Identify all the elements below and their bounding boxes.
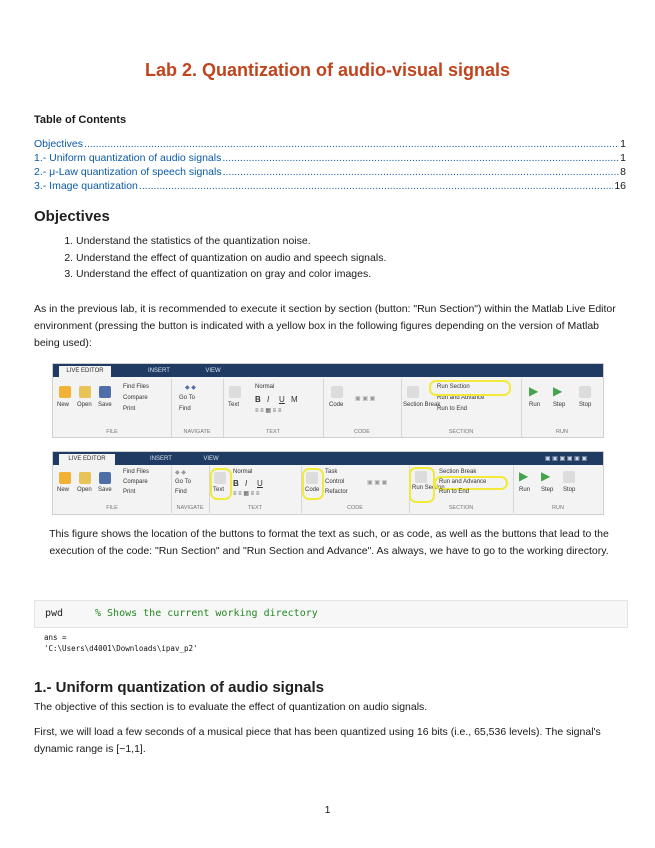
section1-heading: 1.- Uniform quantization of audio signals <box>34 679 325 696</box>
group-section <box>409 466 514 513</box>
stop-label: Stop <box>579 402 592 408</box>
toc-leader <box>139 179 613 193</box>
group-run <box>521 379 603 437</box>
step-icon: ▶ <box>553 384 563 398</box>
tab-insert: INSERT <box>148 368 170 374</box>
toc-leader <box>222 151 619 165</box>
toc-page: 1 <box>620 152 626 164</box>
open-folder-icon <box>79 386 91 398</box>
underline-button: U <box>257 479 263 488</box>
highlight-box <box>429 380 511 396</box>
code-block[interactable] <box>34 600 628 628</box>
normal-style-label: Normal <box>255 384 275 390</box>
code-output <box>44 632 198 654</box>
save-label: Save <box>98 402 112 408</box>
group-run <box>513 466 603 513</box>
ribbon-screenshot-new <box>52 363 604 438</box>
code-tools-icon: ▣ ▣ ▣ <box>367 480 388 486</box>
list-item: 2. Understand the effect of quantization on audio and speech signals. <box>76 250 386 267</box>
tab-live-editor: LIVE EDITOR <box>59 366 111 377</box>
refactor-label: Refactor <box>325 489 348 495</box>
group-label: CODE <box>347 505 363 511</box>
page-number: 1 <box>324 804 331 816</box>
toc-leader <box>223 165 620 179</box>
output-line: 'C:\Users\d4001\Downloads\ipav_p2' <box>44 644 198 653</box>
new-icon <box>59 386 71 398</box>
code-command: pwd <box>45 608 64 619</box>
output-line: ans = <box>44 633 67 642</box>
group-section <box>401 379 522 437</box>
go-to-label: Go To <box>179 395 195 401</box>
task-label: Task <box>325 469 338 475</box>
step-icon: ▶ <box>541 469 551 483</box>
italic-button: I <box>267 395 270 404</box>
find-label: Find <box>179 406 191 412</box>
group-code <box>323 379 402 437</box>
stop-icon <box>563 471 575 483</box>
normal-style-label: Normal <box>233 469 253 475</box>
code-comment: % Shows the current working directory <box>95 608 318 619</box>
code-format-icon <box>331 386 343 398</box>
group-navigate <box>171 466 210 513</box>
group-label: SECTION <box>448 505 474 511</box>
run-to-end-label: Run to End <box>437 406 468 412</box>
section-break-label: Section Break <box>439 469 477 475</box>
tab-live-editor: LIVE EDITOR <box>59 454 115 465</box>
code-label: Code <box>305 487 320 493</box>
run-section-label: Run Section <box>437 384 470 390</box>
find-files-label: Find Files <box>123 469 150 475</box>
intro-paragraph: As in the previous lab, it is recommended to execute it section by section (button: "Run Section") within the Matlab Live Editor environment (pressing the button is indicated with a yellow box in the following figures depending on the version of Matlab being used): <box>34 303 616 349</box>
group-label: SECTION <box>448 429 474 435</box>
toc-entry[interactable] <box>34 137 626 151</box>
control-label: Control <box>325 479 345 485</box>
run-to-end-label: Run to End <box>439 489 470 495</box>
toc-page: 8 <box>620 166 626 178</box>
ribbon-tabbar <box>53 364 603 377</box>
toc-entry[interactable] <box>34 151 626 165</box>
toc-leader <box>84 137 619 151</box>
run-label: Run <box>519 487 531 493</box>
run-section-label: Run Section <box>412 485 445 491</box>
tab-view: VIEW <box>203 456 219 462</box>
run-and-advance-label: Run and Advance <box>439 479 487 485</box>
step-label: Step <box>553 402 566 408</box>
print-label: Print <box>123 489 136 495</box>
text-label: Text <box>228 402 240 408</box>
group-label: NAVIGATE <box>183 429 211 435</box>
monospace-button: M <box>291 395 298 404</box>
bold-button: B <box>255 395 261 404</box>
toc-link[interactable]: 3.- Image quantization <box>34 180 138 192</box>
list-align-icon: ≡ ≡ ▦ ≡ ≡ <box>255 408 282 414</box>
group-navigate <box>171 379 224 437</box>
compare-label: Compare <box>123 395 148 401</box>
group-label: CODE <box>354 429 370 435</box>
find-files-label: Find Files <box>123 384 150 390</box>
group-file <box>53 379 172 437</box>
figure-caption: This figure shows the location of the buttons to format the text as such, or as code, as well as the buttons that lead to the execution of the code: "Run Section" and "Run Section and Advance". As always, we have to go to the working directory. <box>49 528 609 557</box>
bold-button: B <box>233 479 239 488</box>
save-icon <box>99 386 111 398</box>
open-label: Open <box>77 402 92 408</box>
go-to-label: Go To <box>175 479 191 485</box>
group-label: RUN <box>552 505 564 511</box>
toc-entry[interactable] <box>34 165 626 179</box>
list-item: 1. Understand the statistics of the quantization noise. <box>76 233 386 250</box>
ribbon-screenshot-old <box>52 451 604 515</box>
highlight-box <box>210 468 232 500</box>
text-format-icon <box>229 386 241 398</box>
compare-label: Compare <box>123 479 148 485</box>
toc-page: 1 <box>620 138 626 150</box>
list-align-icon: ≡ ≡ ▦ ≡ ≡ <box>233 491 260 497</box>
nav-arrows-icon: ◆ ◆ <box>175 470 186 476</box>
run-icon: ▶ <box>529 384 539 398</box>
highlight-box <box>409 467 445 503</box>
open-label: Open <box>77 487 92 493</box>
toc-heading: Table of Contents <box>34 114 127 126</box>
run-and-advance-label: Run and Advance <box>437 395 485 401</box>
underline-button: U <box>279 395 285 404</box>
new-label: New <box>57 402 70 408</box>
group-label: NAVIGATE <box>176 505 204 511</box>
group-text <box>209 466 302 513</box>
code-tools-icon: ▣ ▣ ▣ <box>355 396 376 402</box>
list-item: 3. Understand the effect of quantization on gray and color images. <box>76 266 386 283</box>
section1-paragraph: First, we will load a few seconds of a musical piece that has been quantized using 16 bits (i.e., 65,536 levels). The signal's dynamic range is [−1,1]. <box>34 726 601 755</box>
text-label: Text <box>213 487 225 493</box>
stop-label: Stop <box>563 487 576 493</box>
new-label: New <box>57 487 70 493</box>
group-code <box>301 466 410 513</box>
run-icon: ▶ <box>519 469 529 483</box>
save-label: Save <box>98 487 112 493</box>
find-label: Find <box>175 489 187 495</box>
step-label: Step <box>541 487 554 493</box>
nav-arrows-icon: ◆ ◆ <box>185 385 196 391</box>
toc-link[interactable]: 1.- Uniform quantization of audio signals <box>34 152 222 164</box>
group-file <box>53 466 172 513</box>
toc-entry[interactable] <box>34 179 626 193</box>
highlight-box <box>302 468 324 500</box>
run-label: Run <box>529 402 541 408</box>
group-label: FILE <box>106 505 118 511</box>
group-label: RUN <box>556 429 568 435</box>
code-label: Code <box>329 402 344 408</box>
save-icon <box>99 472 111 484</box>
print-label: Print <box>123 406 136 412</box>
document-title: Lab 2. Quantization of audio-visual signals <box>144 60 511 80</box>
ribbon-tabbar <box>53 452 603 465</box>
stop-icon <box>579 386 591 398</box>
toc-link[interactable]: 2.- μ-Law quantization of speech signals <box>34 166 222 178</box>
open-folder-icon <box>79 472 91 484</box>
quick-access-toolbar: ▣ ▣ ▣ ▣ ▣ ▣ <box>544 456 588 462</box>
italic-button: I <box>245 479 248 488</box>
tab-view: VIEW <box>205 368 221 374</box>
objectives-heading: Objectives <box>34 208 110 225</box>
highlight-box <box>434 476 508 490</box>
group-label: FILE <box>106 429 118 435</box>
section1-paragraph: The objective of this section is to evaluate the effect of quantization on audio signals. <box>34 701 428 713</box>
objectives-list <box>58 233 386 283</box>
toc-link[interactable]: Objectives <box>34 138 84 150</box>
table-of-contents <box>34 137 626 193</box>
toc-page: 16 <box>614 180 626 192</box>
group-label: TEXT <box>247 505 263 511</box>
tab-insert: INSERT <box>150 456 172 462</box>
new-icon <box>59 472 71 484</box>
group-label: TEXT <box>265 429 281 435</box>
section-break-icon <box>407 386 419 398</box>
section-break-label: Section Break <box>403 402 441 408</box>
group-text <box>223 379 324 437</box>
